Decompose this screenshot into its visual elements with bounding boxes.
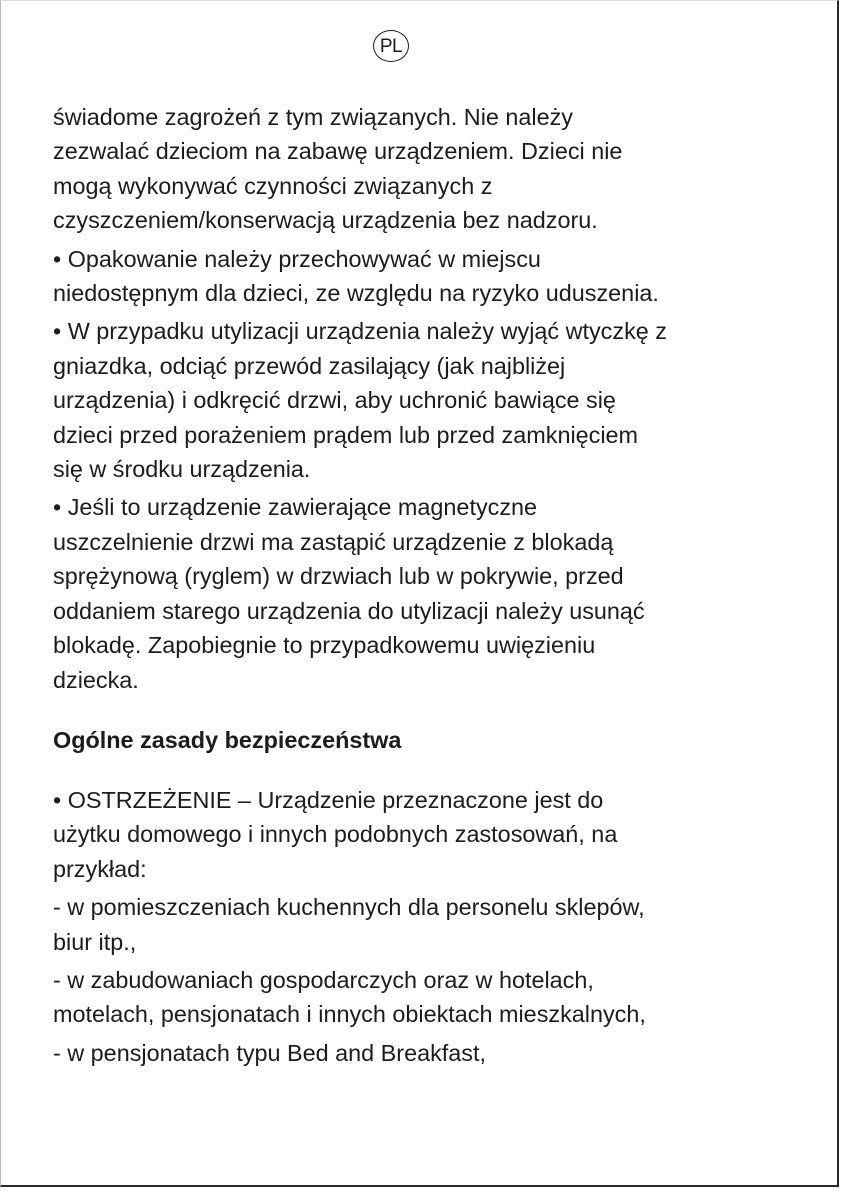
paragraph-magnetic-seal [53,490,813,696]
text-line: blokadę. Zapobiegnie to przypadkowemu uwięzieniu [53,632,596,659]
text-line: biur itp., [53,928,137,955]
text-line: dziecka. [53,666,139,693]
text-line: - w pomieszczeniach kuchennych dla personelu sklepów, [53,894,645,921]
list-item-farm-hotels [53,963,813,1032]
text-line: użytku domowego i innych podobnych zastosowań, na [53,821,618,848]
list-item-bed-and-breakfast [53,1036,813,1070]
list-item-staff-kitchens [53,890,813,959]
text-line: dzieci przed porażeniem prądem lub przed zamknięciem [53,421,639,448]
text-line: niedostępnym dla dzieci, ze względu na ryzyko uduszenia. [53,280,659,307]
text-line: urządzenia) i odkręcić drzwi, aby uchronić bawiące się [53,387,616,414]
text-line: sprężynową (ryglem) w drzwiach lub w pokrywie, przed [53,563,624,590]
text-line: - w zabudowaniach gospodarczych oraz w hotelach, [53,966,594,993]
text-line: • OSTRZEŻENIE – Urządzenie przeznaczone jest do [53,786,604,813]
section-heading: Ogólne zasady bezpieczeństwa [53,726,402,753]
text-line: gniazdka, odciąć przewód zasilający (jak najbliżej [53,352,566,379]
text-line: zezwalać dzieciom na zabawę urządzeniem. Dzieci nie [53,138,623,165]
text-line: przykład: [53,855,147,882]
text-line: • Opakowanie należy przechowywać w miejscu [53,245,541,272]
text-line: mogą wykonywać czynności związanych z [53,172,493,199]
text-line: - w pensjonatach typu Bed and Breakfast, [53,1039,486,1066]
text-line: czyszczeniem/konserwacją urządzenia bez nadzoru. [53,207,598,234]
text-line: świadome zagrożeń z tym związanych. Nie należy [53,104,574,130]
text-line: • Jeśli to urządzenie zawierające magnetyczne [53,494,538,521]
text-line: oddaniem starego urządzenia do utylizacji należy usunąć [53,597,645,624]
language-badge: PL [373,30,409,62]
paragraph-supervision [53,100,813,238]
paragraph-warning [53,783,813,886]
text-line: • W przypadku utylizacji urządzenia należy wyjąć wtyczkę z [53,318,667,345]
text-line: motelach, pensjonatach i innych obiektach mieszkalnych, [53,1001,646,1028]
text-line: się w środku urządzenia. [53,456,311,483]
text-line: uszczelnienie drzwi ma zastąpić urządzenie z blokadą [53,528,614,555]
paragraph-disposal [53,314,813,486]
document-body [53,100,813,1074]
paragraph-packaging [53,242,813,311]
